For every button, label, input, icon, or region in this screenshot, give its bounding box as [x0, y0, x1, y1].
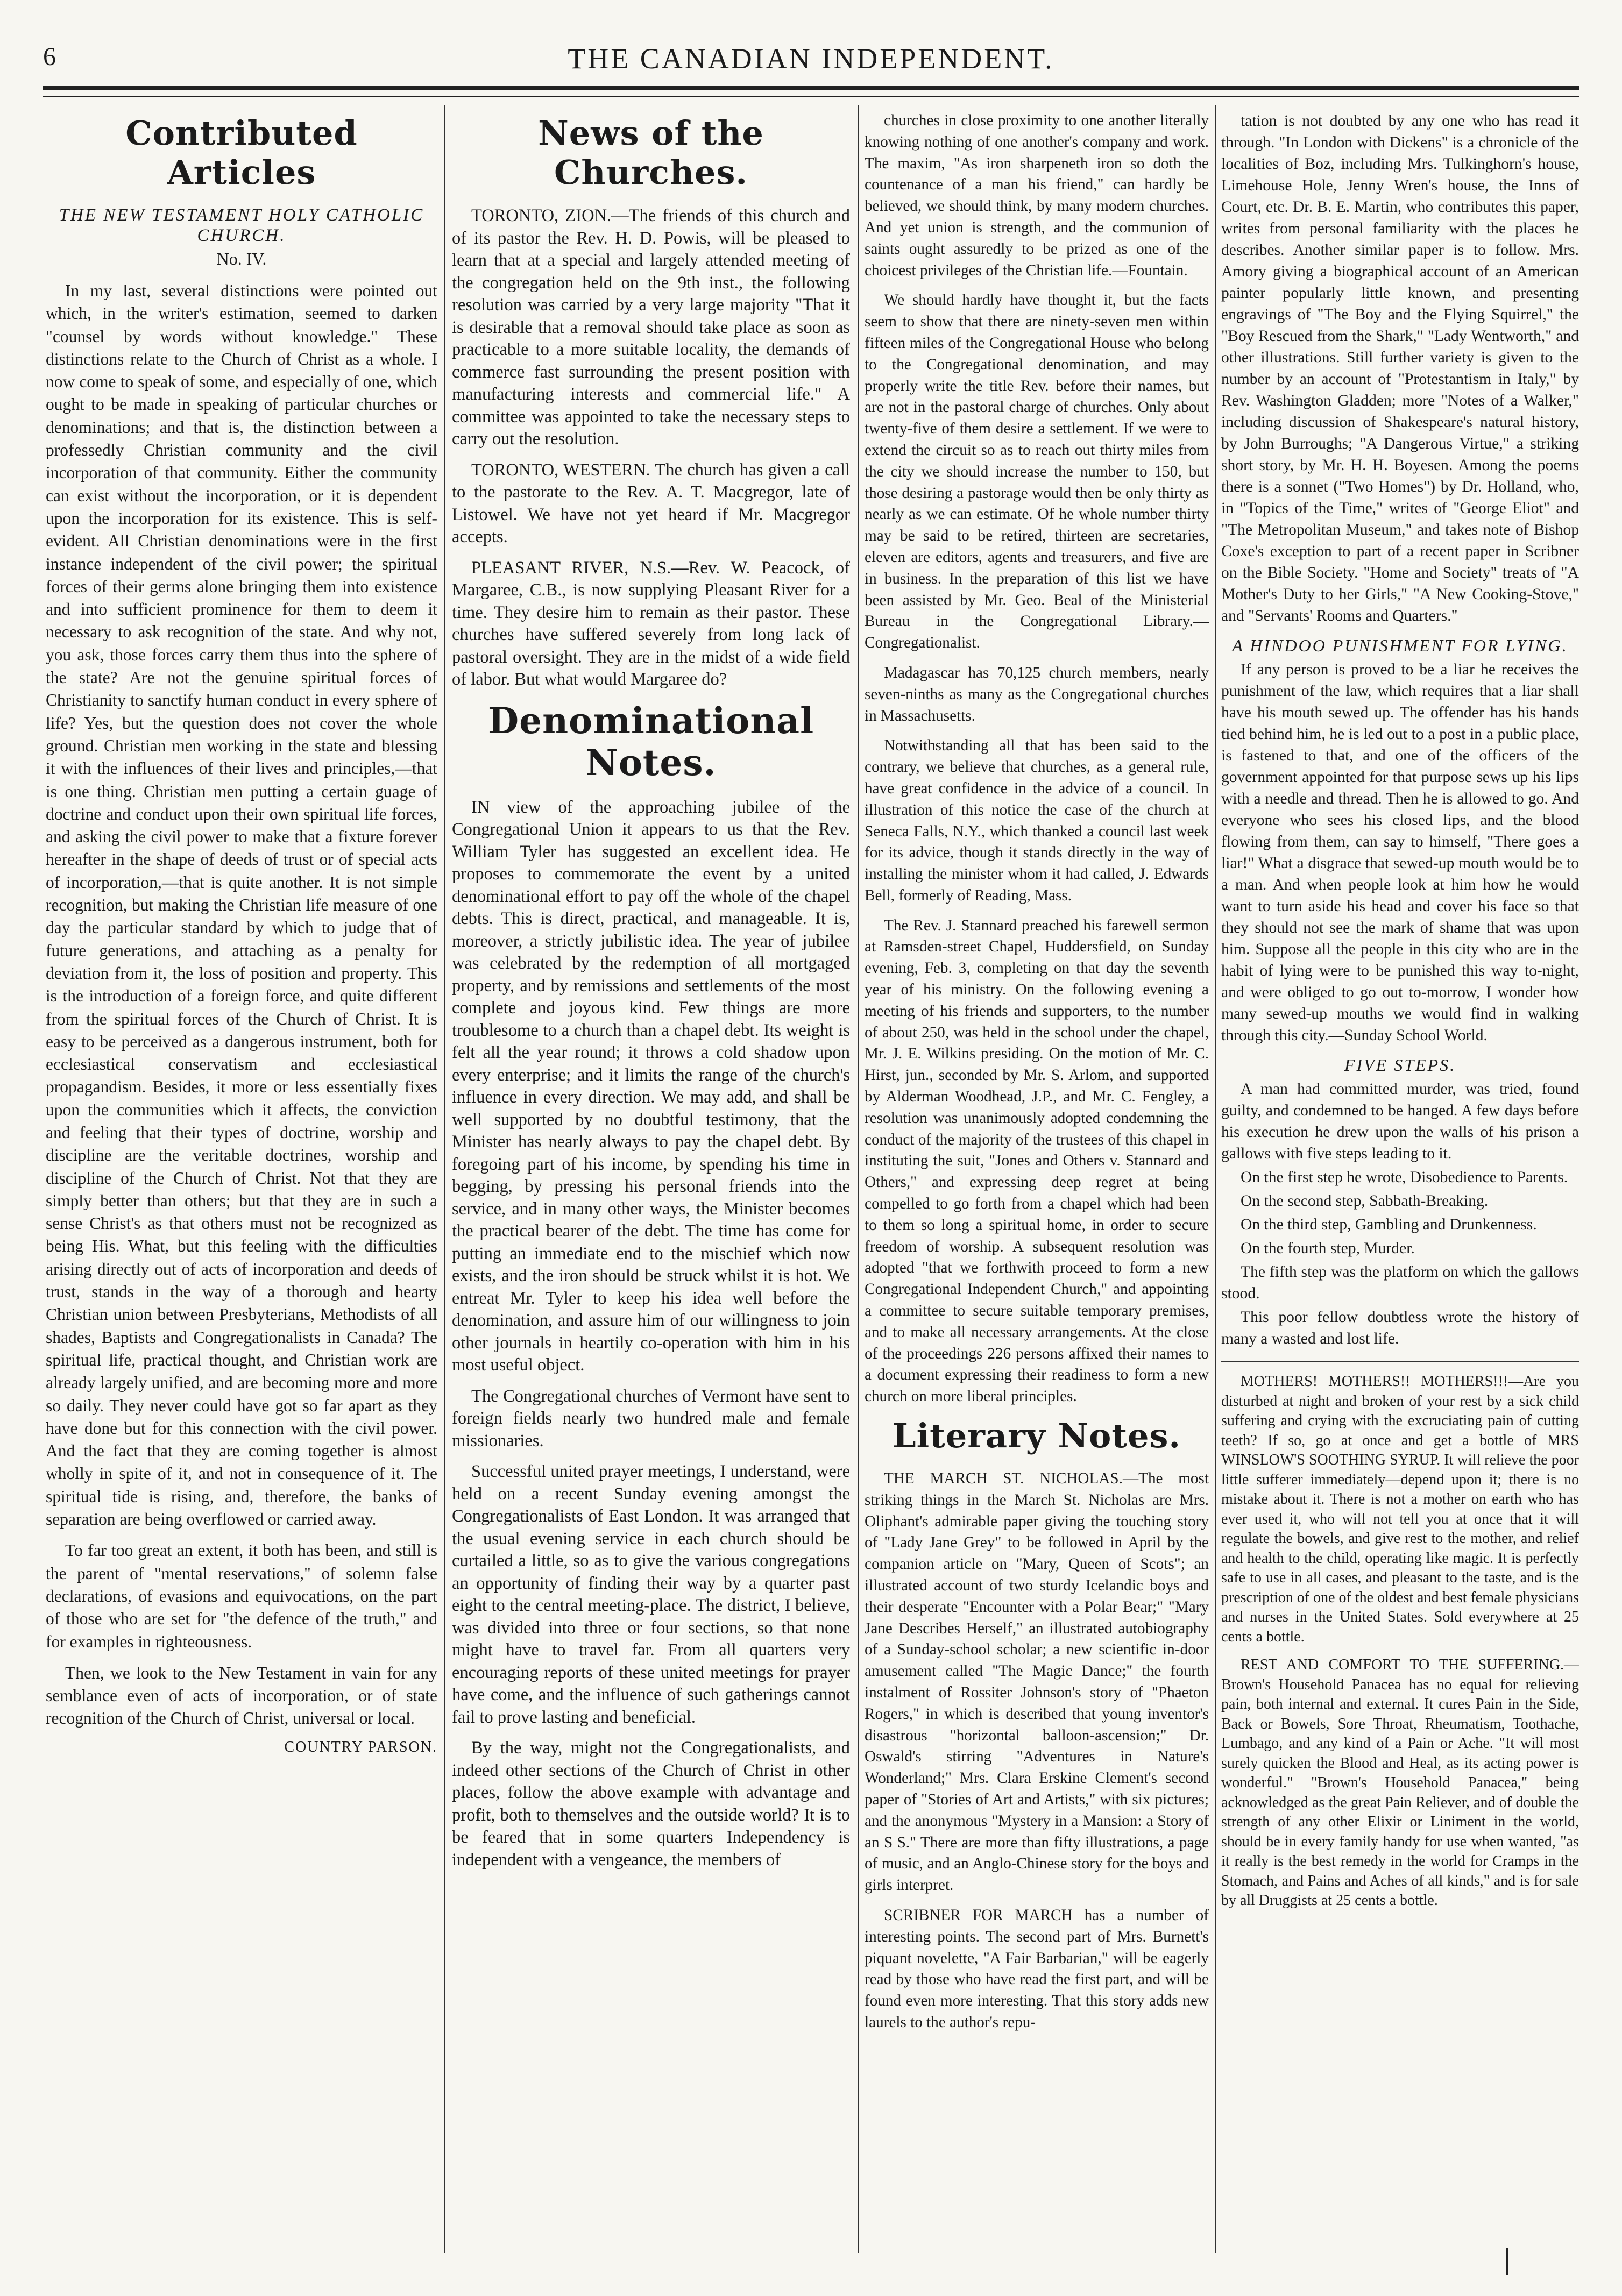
five-steps-body	[1221, 1078, 1579, 1349]
newspaper-title: THE CANADIAN INDEPENDENT.	[568, 42, 1054, 75]
note-item: The Rev. J. Stannard preached his farewell sermon at Ramsden-street Chapel, Huddersfield, on Sunday evening, Feb. 3, completing on that day the seventh year of his ministry. On the following evening a meeting of his friends and supporters, to the number of about 250, was held in the school under the chapel, Mr. J. E. Wilkins presiding. On the motion of Mr. C. Hirst, jun., seconded by Mr. S. Arlom, and supported by Alderman Woodhead, J.P., and Mr. C. Fengley, a resolution was unanimously adopted condemning the conduct of the majority of the trustees of this chapel in instituting the suit, "Jones and Others v. Stannard and Others," and expressing deep regret at being compelled to go forth from a chapel which had been to them so long a spiritual home, in order to secure freedom of worship. A subsequent resolution was adopted "that we forthwith proceed to form a new Congregational Independent Church," and appointing a committee to secure suitable temporary premises, and to make all necessary arrangements. At the close of the proceedings 226 persons affixed their names to a document expressing their readiness to form a new church on more liberal principles.	[865, 916, 1209, 1405]
page-number: 6	[43, 42, 56, 71]
header-rule-thick	[43, 86, 1579, 90]
article-number: No. IV.	[216, 249, 267, 268]
literary-item: tation is not doubted by any one who has read it through. "In London with Dickens" is a chronicle of the localities of Boz, including Mrs. Tulkinghorn's house, Limehouse Hole, Jenny Wren's house, the Inns of Court, etc. Dr. B. E. Martin, who contributes this paper, writes from personal familiarity with the places he describes. Another similar paper is to follow. Mrs. Amory giving a biographical account of an American painter popularly little known, and presenting engravings of "The Boy and the Flying Squirrel," the "Boy Rescued from the Shark," "Lady Wentworth," and other illustrations. Still further variety is given to the number by an account of "Protestantism in Italy," by Rev. Washington Gladden; more "Notes of a Walker," including discussion of Shakespeare's natural history, by John Burroughs; "A Dangerous Virtue," a striking short story, by Mr. H. H. Boyesen. Among the poems there is a sonnet ("Two Homes") by Dr. Holland, who, in "Topics of the Time," writes of "George Eliot" and "The Metropolitan Museum," and takes note of Bishop Coxe's exception to part of a recent paper in Scribner on the Bible Society. "Home and Society" treats of "A Mother's Duty to her Girls," "A New Cooking-Stove," and "Servants' Rooms and Quarters."	[1221, 112, 1579, 624]
article-title: THE NEW TESTAMENT HOLY CATHOLIC CHURCH.	[59, 205, 424, 245]
note-item: Successful united prayer meetings, I understand, were held on a recent Sunday evening amongst the Congregationalists of East London. It was arranged that the usual evening service in each church should be curtailed a little, so as to give the various congregations an opportunity of finding their way by a quarter past eight to the central meeting-place. The district, I believe, was divided into three or four sections, so that none might have to travel far. From all quarters very encouraging reports of these united meetings for prayer have come, and the influence of such gatherings cannot fail to prove lasting and beneficial.	[452, 1462, 850, 1727]
section-heading-denominational: Denominational Notes.	[487, 699, 814, 784]
article-paragraph: On the fourth step, Murder.	[1241, 1240, 1415, 1257]
article-paragraph: In my last, several distinctions were pointed out which, in the writer's estimation, seemed to darken "counsel by words without knowledge." These distinctions relate to the Church of Christ as a whole. I now come to speak of some, and especially of one, which ought to be made in speaking of particular churches or denominations; and that is, the distinction between a professedly Christian community and the civil incorporation of that community. Either the community can exist without the incorporation, or it is dependent upon the incorporation for its existence. This is self-evident. All Christian denominations were in the first instance independent of the civil power; the spiritual forces of their germs alone bringing them into existence and into sufficient prominence for them to deem it necessary to ask recognition of the state. And why not, you ask, those forces carry them thus into the sphere of the state? Are not the genuine spiritual forces of Christianity to sanctify human conduct in every sphere of life? Yes, but the question does not cover the whole ground. Christian men working in the state and blessing it with the influences of their lives and principles,—that is one thing. Christian men putting a certain guage of doctrine and conduct upon their own spiritual life forces, and asking the civil power to make that a fixture forever hereafter in the shape of deeds of trust or of special acts of incorporation,—that is quite another. It is not simple recognition, but making the Christian life measure of one day the particular standard by which to judge that of future generations, and attaching as a penalty for deviation from it, the loss of position and property. This is the introduction of a foreign force, and quite different from the spiritual forces of the Church of Christ. It is easy to be perceived as a dangerous instrument, both for ecclesiastical conservatism and ecclesiastical propagandism. Besides, it more or less essentially fixes upon the communities which it affects, the conviction and feeling that their types of doctrine, worship and discipline are the veritable doctrines, worship and discipline of the Church of Christ. Not that they are simply better than others; but that they are in such a sense Christ's as that others must not be recognized as being His. What, but this feeling with the difficulties arising directly out of acts of incorporation and deeds of trust, stands in the way of a thorough and hearty Christian union between Presbyterians, Methodists of all shades, Baptists and Congregationalists in Canada? The spiritual life, practical thought, and Christian work are already largely unified, and are becoming more and more so daily. They never could have got so far apart as they have done but for this connection with the civil power. And the fact that they are coming together is almost wholly in spite of it, and not in consequence of it. The spiritual tide is rising, and, therefore, the banks of separation are being overflowed or carried away.	[46, 281, 437, 1529]
news-item: PLEASANT RIVER, N.S.—Rev. W. Peacock, of Margaree, C.B., is now supplying Pleasant River for a time. They desire him to remain as their pastor. These churches have suffered severely from long lack of pastoral oversight. They are in the midst of a wide field of labor. But what would Margaree do?	[452, 558, 850, 689]
note-item: Madagascar has 70,125 church members, nearly seven-ninths as many as the Congregational churches in Massachusetts.	[865, 664, 1209, 724]
article-paragraph: This poor fellow doubtless wrote the history of many a wasted and lost life.	[1221, 1309, 1579, 1347]
article-paragraph: A man had committed murder, was tried, found guilty, and condemned to be hanged. A few days before his execution he drew upon the walls of his prison a gallows with five steps leading to it.	[1221, 1081, 1579, 1162]
column-divider	[444, 105, 445, 2253]
news-item: TORONTO, WESTERN. The church has given a call to the pastorate to the Rev. A. T. Macgregor, late of Listowel. We have not yet heard if Mr. Macgregor accepts.	[452, 460, 850, 546]
advertisement: REST AND COMFORT TO THE SUFFERING.—Brown's Household Panacea has no equal for relieving pain, both internal and external. It cures Pain in the Side, Back or Bowels, Sore Throat, Rheumatism, Toothache, Lumbago, and any kind of a Pain or Ache. "It will most surely quicken the Blood and Heal, as its acting power is wonderful." "Brown's Household Panacea," being acknowledged as the great Pain Reliever, and of double the strength of any other Elixir or Liniment in the world, should be in every family handy for use when wanted, "as it really is the best remedy in the world for Cramps in the Stomach, and Pains and Aches of all kinds," and is for sale by all Druggists at 25 cents a bottle.	[1221, 1657, 1579, 1909]
ad-divider	[1221, 1361, 1579, 1362]
note-item: churches in close proximity to one another literally knowing nothing of one another's company and work. The maxim, "As iron sharpeneth iron so doth the countenance of a man his friend," can hardly be believed, we should think, by many modern churches. And yet union is strength, and the communion of saints ought assuredly to be prized as one of the choicest privileges of the Christian life.—Fountain.	[865, 112, 1209, 279]
news-item: TORONTO, ZION.—The friends of this church and of its pastor the Rev. H. D. Powis, will be pleased to learn that at a special and largely attended meeting of the congregation held on the 9th inst., the following resolution was carried by a very large majority "That it is desirable that a removal should take place as soon as practicable to a more suitable locality, the demands of commerce fast surrounding the present position with manufacturing interests and commercial life." A committee was appointed to take the necessary steps to carry out the resolution.	[452, 206, 850, 449]
column-divider	[1215, 105, 1216, 2253]
column-divider	[858, 105, 859, 2253]
article-paragraph: Then, we look to the New Testament in vain for any semblance even of acts of incorporation, or of state recognition of the Church of Christ, universal or local.	[46, 1663, 437, 1728]
margin-mark	[1506, 2248, 1508, 2275]
note-item: By the way, might not the Congregationalists, and indeed other sections of the Church of Christ in other places, follow the above example with advantage and profit, both to themselves and the outside world? It is to be feared that in some quarters Independency is independent with a vengeance, the members of	[452, 1738, 850, 1870]
article-paragraph: On the third step, Gambling and Drunkenness.	[1241, 1216, 1537, 1233]
section-heading-news: News of the Churches.	[538, 113, 764, 192]
column-2	[452, 110, 850, 2231]
advertisement: MOTHERS! MOTHERS!! MOTHERS!!!—Are you disturbed at night and broken of your rest by a sick child suffering and crying with the excruciating pain of cutting teeth? If so, go at once and get a bottle of MRS WINSLOW'S SOOTHING SYRUP. It will relieve the poor little sufferer immediately—depend upon it; there is no mistake about it. There is not a mother on earth who has ever used it, who will not tell you at once that it will regulate the bowels, and give rest to the mother, and relief and health to the child, operating like magic. It is perfectly safe to use in all cases, and pleasant to the taste, and is the prescription of one of the oldest and best female physicians and nurses in the United States. Sold everywhere at 25 cents a bottle.	[1221, 1373, 1579, 1645]
column-4	[1221, 110, 1579, 2231]
article-title-hindoo: A HINDOO PUNISHMENT FOR LYING.	[1232, 636, 1568, 655]
column-3	[865, 110, 1209, 2231]
article-title-five-steps: FIVE STEPS.	[1344, 1055, 1456, 1075]
note-item: IN view of the approaching jubilee of the Congregational Union it appears to us that the Rev. William Tyler has suggested an excellent idea. He proposes to commemorate the event by a united denominational effort to pay off the whole of the chapel debts. This is direct, practical, and manageable. It is, moreover, a strictly jubilistic idea. The year of jubilee was celebrated by the redemption of all mortgaged property, and by remissions and settlements of the most complete and joyous kind. Few things are more troublesome to a church than a chapel debt. Its weight is felt all the year round; it throws a cold shadow upon every enterprise; and it limits the range of the church's influence in every direction. We may add, and shall be well supported by no doubtful testimony, that the Minister has nearly always to pay the chapel debt. By foregoing part of his income, by spending his time in begging, by pressing his personal friends into the service, and in many other ways, the Minister becomes the practical bearer of the debt. The time has come for putting an immediate end to the mischief which now exists, and the iron should be struck whilst it is hot. We entreat Mr. Tyler to keep his idea well before the denomination, and assure him of our willingness to join other journals in heartily co-operation with him in his most useful object.	[452, 797, 850, 1375]
article-paragraph: The fifth step was the platform on which the gallows stood.	[1221, 1263, 1579, 1302]
article-paragraph: If any person is proved to be a liar he receives the punishment of the law, which requires that a liar shall have his mouth sewed up. The offender has his hands tied behind him, he is led out to a post in a public place, is fastened to that, and one of the officers of the government appointed for that purpose sews up his lips with a needle and thread. Then he is allowed to go. And everyone who sees his closed lips, and the blood flowing from them, can say to himself, "There goes a liar!" What a disgrace that sewed-up mouth would be to a man. And when people look at him how he would want to turn aside his head and cover his face so that they should not see the mark of shame that was upon him. Suppose all the people in this city who are in the habit of lying were to be punished this way to-night, and were obliged to go out to-morrow, I wonder how many sewed-up mouths we would find in walking through this city.—Sunday School World.	[1221, 661, 1579, 1044]
advertisements	[1221, 1372, 1579, 1911]
page-header	[43, 42, 1579, 85]
article-paragraph: On the second step, Sabbath-Breaking.	[1241, 1192, 1489, 1210]
note-item: Notwithstanding all that has been said to the contrary, we believe that churches, as a general rule, have great confidence in the advice of a council. In illustration of this notice the case of the church at Seneca Falls, N.Y., which thanked a council last week for its advice, though it stands directly in the way of installing the minister whom it had called, J. Edwards Bell, formerly of Reading, Mass.	[865, 737, 1209, 904]
literary-item: THE MARCH ST. NICHOLAS.—The most striking things in the March St. Nicholas are Mrs. Oliphant's admirable paper giving the touching story of "Lady Jane Grey" to be followed in April by the companion article on "Mary, Queen of Scots"; an illustrated account of two sturdy Icelandic boys and their desperate "Encounter with a Polar Bear;" "Mary Jane Describes Herself," an illustrated autobiography of a Sunday-school scholar; a new scientific in-door amusement called "The Magic Dance;" the fourth instalment of Rossiter Johnson's story of "Phaeton Rogers," in which is described that young inventor's disastrous "horizontal balloon-ascension;" Dr. Oswald's stirring "Adventures in Nature's Wonderland;" Mrs. Clara Erskine Clement's second paper of "Stories of Art and Artists," with six pictures; and the anonymous "Mystery in a Mansion: a Story of an S S." There are more than fifty illustrations, a page of music, and an Anglo-Chinese story for the boys and girls interpret.	[865, 1470, 1209, 1894]
article-paragraph: To far too great an extent, it both has been, and still is the parent of "mental reservations," of solemn false declarations, of evasions and equivocations, on the part of those who are set for "the defence of the truth," and for examples in righteousness.	[46, 1541, 437, 1651]
header-rule-thin	[43, 96, 1579, 97]
column-1	[46, 110, 437, 2231]
note-item: The Congregational churches of Vermont have sent to foreign fields nearly two hundred male and female missionaries.	[452, 1386, 850, 1451]
literary-item: SCRIBNER FOR MARCH has a number of interesting points. The second part of Mrs. Burnett's piquant novelette, "A Fair Barbarian," will be eagerly read by those who have read the first part, and will be found even more interesting. That this story adds new laurels to the author's repu-	[865, 1906, 1209, 2031]
section-heading-literary: Literary Notes.	[893, 1416, 1181, 1456]
article-signature: COUNTRY PARSON.	[284, 1738, 437, 1755]
section-heading-contributed: Contributed Articles	[125, 113, 358, 192]
note-item: We should hardly have thought it, but the facts seem to show that there are ninety-seven men within fifteen miles of the Congregational House who belong to the Congregational denomination, and may properly write the title Rev. before their names, but are not in the pastoral charge of churches. Only about twenty-five of them desire a settlement. If we were to extend the circuit so as to reach out thirty miles from the city we should increase the number to 150, but those desiring a pastorage would then be only thirty as nearly as we can estimate. Of he whole number thirty may be said to be retired, thirteen are secretaries, eleven are editors, agents and treasurers, and five are in business. In the preparation of this list we have been assisted by Mr. Geo. Beal of the Ministerial Bureau in the Congregational Library.—Congregationalist.	[865, 292, 1209, 652]
article-paragraph: On the first step he wrote, Disobedience to Parents.	[1241, 1169, 1568, 1186]
